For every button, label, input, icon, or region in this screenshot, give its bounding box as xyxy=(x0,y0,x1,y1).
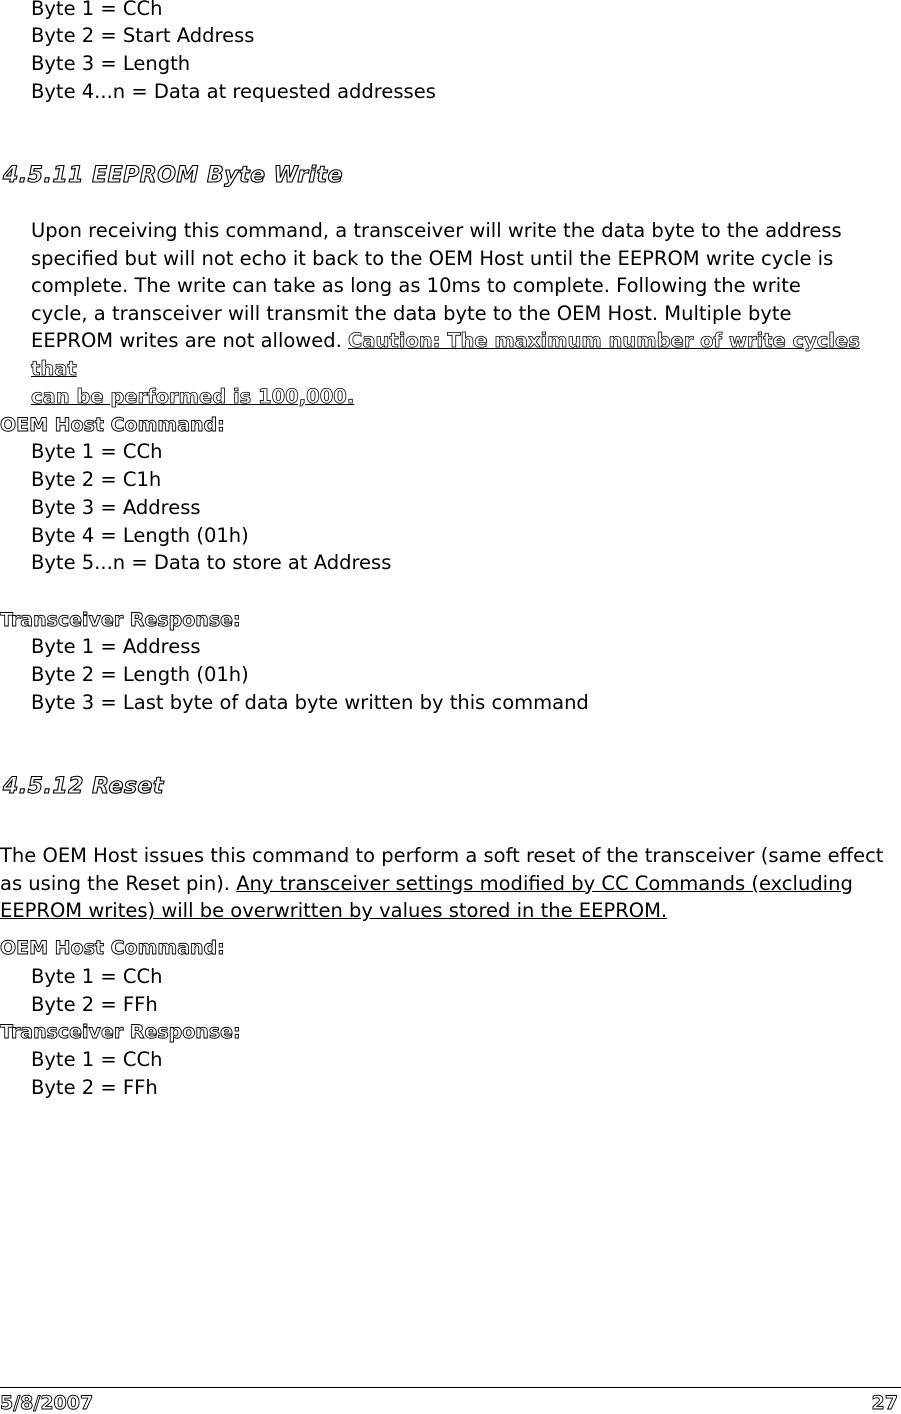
caution-note: can be performed is 100,000. xyxy=(31,384,355,408)
paragraph-line: complete. The write can take as long as 10ms to complete. Following the write xyxy=(31,274,801,298)
transceiver-response-label: Transceiver Response: xyxy=(0,1021,241,1043)
list-item: Byte 5...n = Data to store at Address xyxy=(31,551,392,574)
section-paragraph xyxy=(0,842,895,925)
paragraph-line: The OEM Host issues this command to perform a soft reset of the transceiver (same effect xyxy=(0,844,884,867)
footer-divider xyxy=(0,1387,901,1388)
paragraph-line xyxy=(0,897,895,925)
list-item: Byte 2 = FFh xyxy=(31,1076,158,1099)
section-heading-reset: 4.5.12 Reset xyxy=(3,774,164,799)
underlined-note: Any transceiver settings modified by CC Commands (excluding xyxy=(236,871,853,895)
list-item: Byte 3 = Address xyxy=(31,496,201,519)
list-item: Byte 4...n = Data at requested addresses xyxy=(31,80,436,103)
paragraph-line xyxy=(31,327,891,382)
section-paragraph xyxy=(31,217,891,410)
list-item: Byte 1 = Address xyxy=(31,635,201,658)
list-item: Byte 2 = C1h xyxy=(31,468,162,491)
list-item: Byte 3 = Last byte of data byte written by this command xyxy=(31,691,589,714)
list-item: Byte 1 = CCh xyxy=(31,0,163,20)
list-item: Byte 1 = CCh xyxy=(31,1048,163,1071)
page-number: 27 xyxy=(871,1392,898,1414)
oem-host-command-label: OEM Host Command: xyxy=(0,937,225,959)
list-item: Byte 3 = Length xyxy=(31,52,191,75)
oem-host-command-label: OEM Host Command: xyxy=(0,414,225,436)
paragraph-line: Upon receiving this command, a transceiver will write the data byte to the address xyxy=(31,219,842,242)
footer-date: 5/8/2007 xyxy=(0,1392,94,1414)
underlined-note: EEPROM writes) will be overwritten by values stored in the EEPROM. xyxy=(0,899,668,923)
transceiver-response-label: Transceiver Response: xyxy=(0,609,241,631)
section-heading-eeprom-byte-write: 4.5.11 EEPROM Byte Write xyxy=(3,163,343,188)
list-item: Byte 2 = FFh xyxy=(31,993,158,1016)
paragraph-line: specified but will not echo it back to the OEM Host until the EEPROM write cycle is xyxy=(31,246,834,270)
paragraph-text: EEPROM writes are not allowed. xyxy=(31,329,349,353)
paragraph-text: as using the Reset pin). xyxy=(0,871,237,895)
list-item: Byte 4 = Length (01h) xyxy=(31,524,249,547)
list-item: Byte 2 = Start Address xyxy=(31,24,255,47)
paragraph-line: cycle, a transceiver will transmit the data byte to the OEM Host. Multiple byte xyxy=(31,301,792,325)
list-item: Byte 1 = CCh xyxy=(31,440,163,463)
list-item: Byte 1 = CCh xyxy=(31,965,163,988)
caution-note: Caution: The maximum number of write cycles that xyxy=(31,329,860,380)
paragraph-line xyxy=(0,870,895,898)
list-item: Byte 2 = Length (01h) xyxy=(31,663,249,686)
paragraph-line xyxy=(31,383,891,411)
